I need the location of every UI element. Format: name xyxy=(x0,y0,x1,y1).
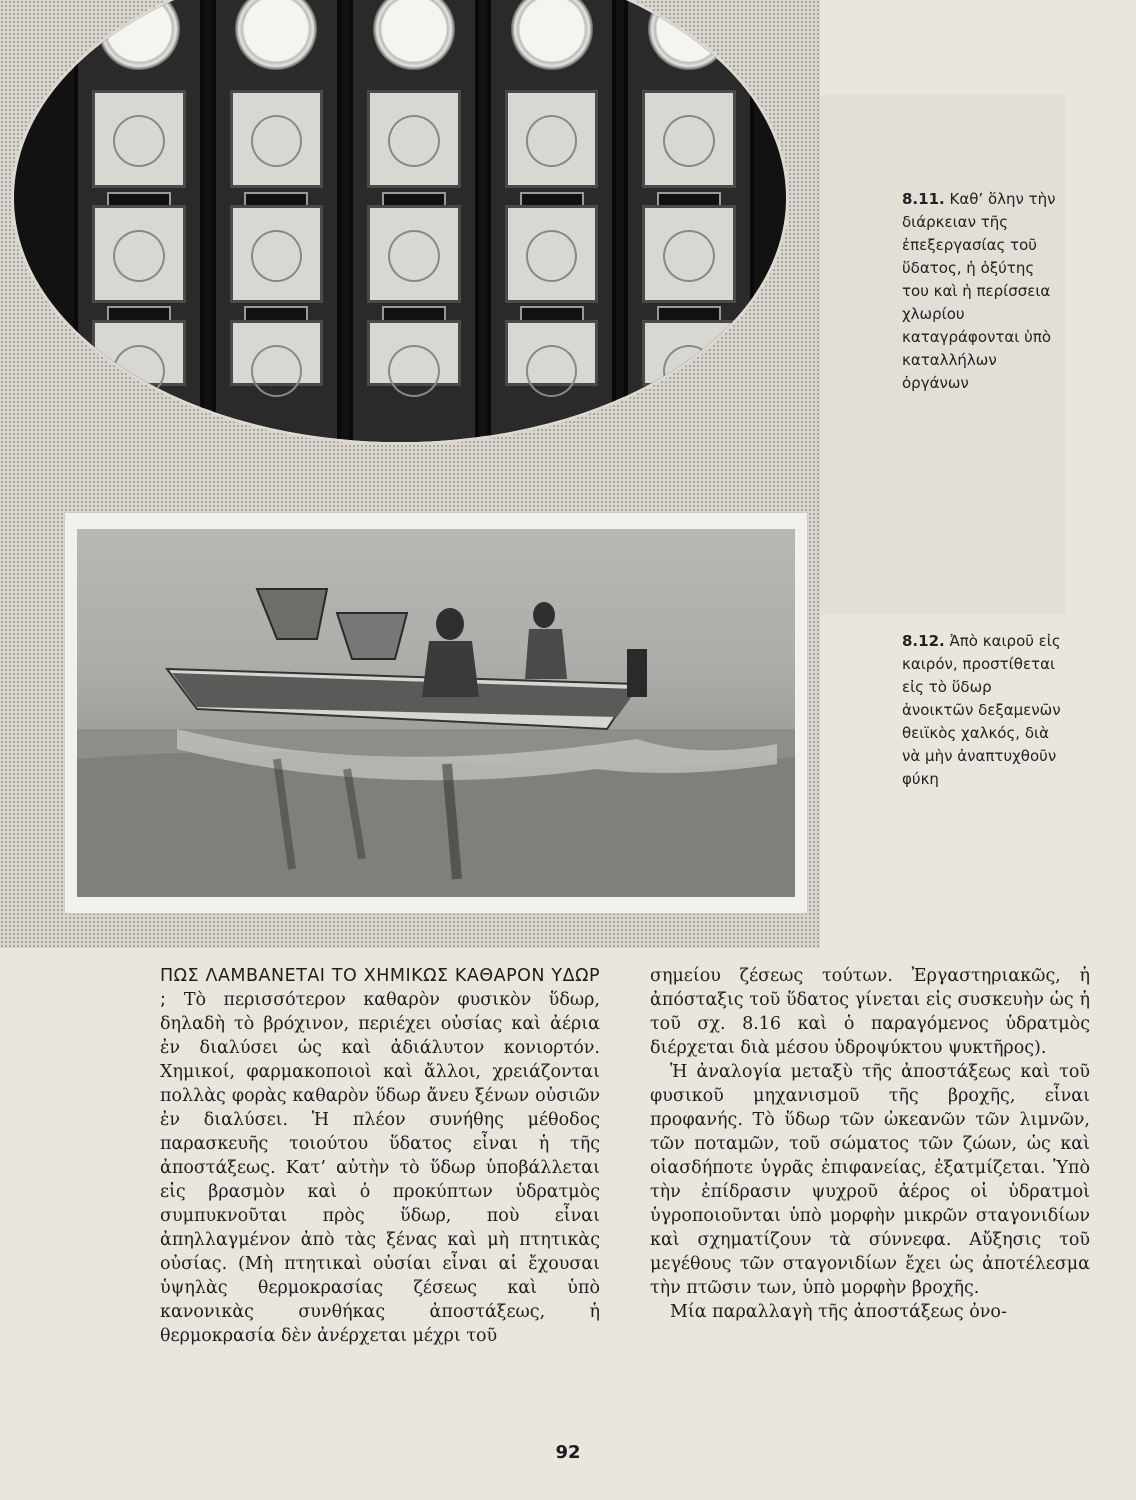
meter-columns xyxy=(74,0,754,442)
recorder-chart xyxy=(505,90,599,188)
meter-column xyxy=(212,0,342,442)
gauge-dial-icon xyxy=(98,0,180,70)
right-paragraph-2: Ἡ ἀναλογία μεταξὺ τῆς ἀποστάξεως καὶ τοῦ φυσικοῦ μηχανισμοῦ τῆς βροχῆς, εἶναι προφανής. Τὸ ὕδωρ τῶν ὠκεανῶν τῶν λιμνῶν, τῶν ποταμῶν, τοῦ σώματος τῶν ζώων, ὡς καὶ οἱασδήποτε ὑγρᾶς ἐπιφανείας, ἐξατμίζεται. Ὑπὸ τὴν ἐπίδρασιν ψυχροῦ ἀέρος οἱ ὑδρατμοὶ ὑγροποιοῦνται ὑπὸ μορφὴν μικρῶν σταγονιδίων καὶ σχηματίζουν τὰ σύννεφα. Αὔξησις τοῦ μεγέθους τῶν σταγονιδίων ἔχει ὡς ἀποτέλεσμα τὴν πτῶσιν των, ὑπὸ μορφὴν βροχῆς. xyxy=(650,1062,1090,1298)
recorder-chart xyxy=(642,205,736,303)
recorder-chart xyxy=(642,320,736,386)
recorder-chart xyxy=(367,320,461,386)
recorder-chart xyxy=(230,320,324,386)
meter-column xyxy=(74,0,204,442)
recorder-chart xyxy=(642,90,736,188)
figure-8-12-photo-frame xyxy=(64,512,808,914)
left-paragraph: Τὸ περισσότερον καθαρὸν φυσικὸν ὕδωρ, δηλαδὴ τὸ βρόχινον, περιέχει οὐσίας καὶ ἀέρια ἐν διαλύσει ὡς καὶ ἀδιάλυτον κονιορτόν. Χημικοί, φαρμακοποιοὶ καὶ ἄλλοι, χρειάζονται πολλὰς φορὰς καθαρὸν ὕδωρ ἄνευ ξένων οὐσιῶν ἐν διαλύσει. Ἡ πλέον συνήθης μέθοδος παρασκευῆς τοιούτου ὕδατος εἶναι ἡ τῆς ἀποστάξεως. Κατ’ αὐτὴν τὸ ὕδωρ ὑποβάλλεται εἰς βρασμὸν καὶ ὁ προκύπτων ὑδρατμὸς συμπυκνοῦται πρὸς ὕδωρ, ποὺ εἶναι ἀπηλλαγμένον ἀπὸ τὰς ξένας καὶ μὴ πτητικὰς οὐσίας. (Μὴ πτητικαὶ οὐσίαι εἶναι αἱ ἔχουσαι ὑψηλὰς θερμοκρασίας ζέσεως καὶ ὑπὸ κανονικὰς συνθήκας ἀποστάξεως, ἡ θερμοκρασία δὲν ἀνέρχεται μέχρι τοῦ xyxy=(160,990,600,1346)
figure-8-12-caption xyxy=(902,630,1062,791)
section-heading: ΠΩΣ ΛΑΜΒΑΝΕΤΑΙ ΤΟ ΧΗΜΙΚΩΣ ΚΑΘΑΡΟΝ ΥΔΩΡ ; xyxy=(160,966,600,1010)
recorder-chart xyxy=(230,90,324,188)
recorder-chart xyxy=(92,320,186,386)
left-text-column xyxy=(160,964,600,1348)
figure-8-12-number: 8.12. xyxy=(902,632,945,650)
recorder-chart xyxy=(505,205,599,303)
recorder-chart xyxy=(92,205,186,303)
gauge-dial-icon xyxy=(511,0,593,70)
recorder-chart xyxy=(230,205,324,303)
meter-column xyxy=(487,0,617,442)
recorder-chart xyxy=(367,205,461,303)
meter-column xyxy=(349,0,479,442)
meter-column xyxy=(624,0,754,442)
right-paragraph-3: Μία παραλλαγὴ τῆς ἀποστάξεως ὀνο- xyxy=(670,1302,1007,1322)
figure-8-12-boat-photo xyxy=(77,529,795,897)
right-text-column xyxy=(650,964,1090,1324)
gauge-dial-icon xyxy=(373,0,455,70)
recorder-chart xyxy=(505,320,599,386)
figure-8-11-number: 8.11. xyxy=(902,190,945,208)
gauge-dial-icon xyxy=(648,0,730,70)
figure-8-11-meter-panel-photo xyxy=(14,0,786,442)
figure-8-11-caption-text: Καθ’ ὅλην τὴν διάρκειαν τῆς ἐπεξεργασίας τοῦ ὕδατος, ἡ ὀξύτης του καὶ ἡ περίσσεια χλωρίου καταγράφονται ὑπὸ καταλλήλων ὀργάνων xyxy=(902,190,1056,392)
figure-8-11-caption xyxy=(902,188,1062,395)
figure-8-12-caption-text: Ἀπὸ καιροῦ εἰς καιρόν, προστίθεται εἰς τὸ ὕδωρ ἀνοικτῶν δεξαμενῶν θειϊκὸς χαλκός, διὰ νὰ μὴν ἀναπτυχθοῦν φύκη xyxy=(902,632,1061,788)
page-number: 92 xyxy=(555,1442,581,1463)
boat-on-water-illustration xyxy=(77,529,795,897)
recorder-chart xyxy=(367,90,461,188)
right-paragraph-1: σημείου ζέσεως τούτων. Ἐργαστηριακῶς, ἡ ἀπόσταξις τοῦ ὕδατος γίνεται εἰς συσκευὴν ὡς ἡ τοῦ σχ. 8.16 καὶ ὁ παραγόμενος ὑδρατμὸς διέρχεται διὰ μέσου ὑδροψύκτου ψυκτῆρος). xyxy=(650,966,1090,1058)
gauge-dial-icon xyxy=(235,0,317,70)
recorder-chart xyxy=(92,90,186,188)
